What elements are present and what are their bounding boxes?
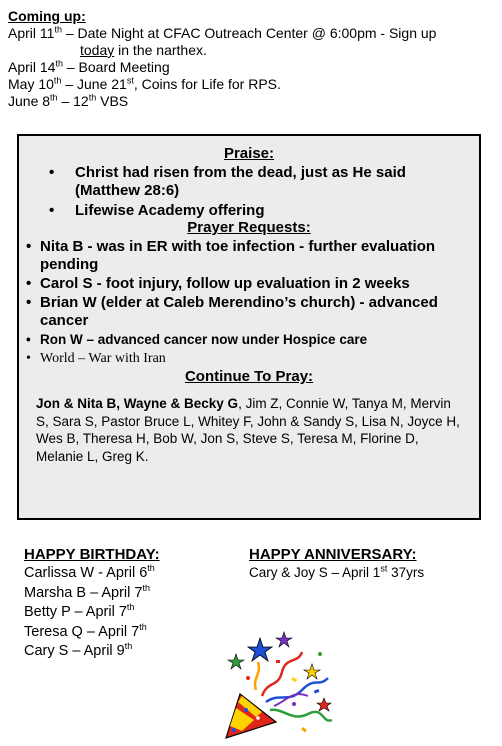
birthday-item: Betty P – April 7th — [24, 602, 135, 620]
streamer — [274, 694, 308, 706]
party-popper-icon — [218, 630, 338, 742]
praise-item: • Lifewise Academy offering — [43, 202, 463, 220]
anniversary-section — [249, 546, 489, 581]
event-item: April 14th – Board Meeting — [8, 58, 170, 75]
event-item: May 10th – June 21st, Coins for Life for RPS. — [8, 75, 281, 92]
birthday-item: Teresa Q – April 7th — [24, 621, 147, 640]
event-item-continued: today in the narthex. — [80, 42, 207, 58]
event-item: April 11th – Date Night at CFAC Outreach Center @ 6:00pm - Sign up — [8, 24, 437, 41]
prayer-request-item: • World – War with Iran — [23, 350, 463, 368]
confetti-bit — [246, 676, 250, 680]
star-icon — [304, 664, 320, 679]
confetti-bit — [314, 689, 320, 694]
praise-item: • Christ had risen from the dead, just as He said (Matthew 28:6) — [43, 164, 463, 200]
streamer — [255, 662, 259, 690]
confetti-bit — [291, 677, 297, 682]
birthday-item: Marsha B – April 7th — [24, 582, 150, 601]
praise-list — [43, 164, 463, 222]
confetti-bit — [301, 727, 307, 733]
star-icon — [317, 698, 331, 711]
streamer — [262, 652, 302, 696]
anniversary-item: Cary & Joy S – April 1st 37yrs — [249, 563, 425, 580]
praise-title: Praise: — [223, 145, 275, 162]
birthday-item: Carlissa W - April 6th — [24, 563, 155, 581]
prayer-requests-list — [23, 238, 463, 369]
confetti-bit — [292, 702, 296, 706]
prayer-request-item: • Nita B - was in ER with toe infection - further evaluation pending — [23, 238, 463, 274]
birthday-section — [24, 546, 234, 662]
star-icon — [248, 638, 272, 661]
birthday-item: Cary S – April 9th — [24, 641, 133, 659]
star-icon — [276, 632, 292, 647]
anniversary-title: HAPPY ANNIVERSARY: — [249, 546, 417, 563]
confetti-bit — [276, 660, 280, 663]
coming-up-section — [8, 8, 496, 110]
prayer-request-item: • Brian W (elder at Caleb Merendino’s church) - advanced cancer — [23, 294, 463, 330]
confetti-bit — [318, 652, 322, 656]
birthday-title: HAPPY BIRTHDAY: — [24, 546, 160, 563]
prayer-requests-title: Prayer Requests: — [187, 219, 311, 236]
streamer — [270, 710, 332, 721]
star-icon — [228, 654, 244, 669]
prayer-box — [17, 134, 481, 520]
prayer-request-item: • Ron W – advanced cancer now under Hospice care — [23, 331, 463, 349]
prayer-request-item: • Carol S - foot injury, follow up evaluation in 2 weeks — [23, 275, 463, 293]
continue-to-pray-names: Jon & Nita B, Wayne & Becky G, Jim Z, Connie W, Tanya M, Mervin S, Sara S, Pastor Bruce L, Whitey F, John & Sandy S, Lisa N, Joyce H, Wes B, Theresa H, Bob W, Jon S, Steve S, Teresa M, Florine D, Melanie L, Greg K. — [36, 396, 460, 464]
continue-to-pray-title: Continue To Pray: — [184, 368, 314, 385]
coming-up-title: Coming up: — [8, 8, 86, 24]
event-item: June 8th – 12th VBS — [8, 92, 129, 109]
